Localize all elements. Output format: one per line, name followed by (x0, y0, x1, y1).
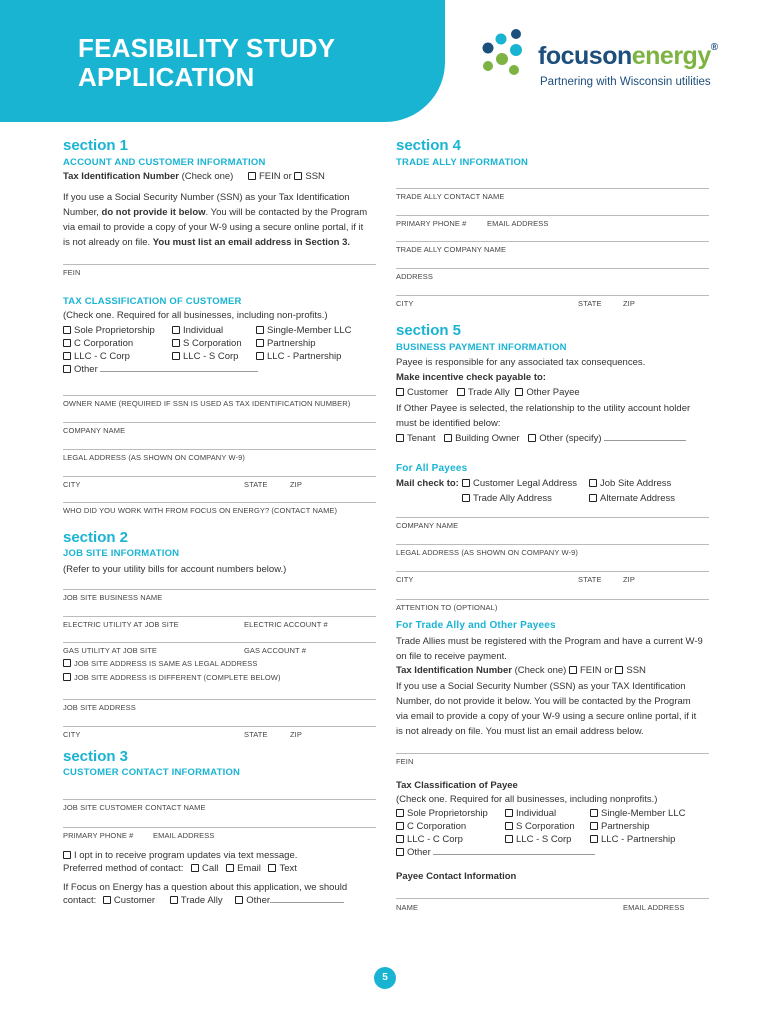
w9-paragraph: Trade Allies must be registered with the Program and have a current W-9 on file to receive payment. (396, 636, 703, 662)
customer-contact-label: JOB SITE CUSTOMER CONTACT NAME (63, 803, 206, 812)
ta-state-label: STATE (578, 299, 602, 308)
job-site-different-checkbox[interactable]: JOB SITE ADDRESS IS DIFFERENT (COMPLETE BELOW) (63, 673, 281, 682)
all-payees-heading: For All Payees (396, 463, 468, 474)
tenant-checkbox[interactable]: Tenant (396, 433, 436, 444)
ta-contact-field[interactable] (396, 188, 709, 189)
payable-to-label: Make incentive check payable to: (396, 372, 546, 383)
fein-checkbox[interactable] (248, 172, 256, 180)
gas-field[interactable] (63, 642, 376, 643)
job-site-same-checkbox[interactable]: JOB SITE ADDRESS IS SAME AS LEGAL ADDRESS (63, 659, 257, 668)
section-4-title: section 4 (396, 137, 462, 154)
logo-tagline: Partnering with Wisconsin utilities (540, 76, 711, 88)
option-c-corporation[interactable]: C Corporation (63, 337, 133, 350)
page-number: 5 (374, 967, 396, 989)
state-label: STATE (244, 480, 268, 489)
payee-company-label: COMPANY NAME (396, 521, 459, 530)
ssn-checkbox[interactable] (294, 172, 302, 180)
ta-address-field[interactable] (396, 268, 709, 269)
payable-options (396, 386, 580, 399)
job-site-business-label: JOB SITE BUSINESS NAME (63, 593, 163, 602)
mail-check-label: Mail check to: (396, 478, 459, 489)
payee-city-label: CITY (396, 575, 414, 584)
section-2-title: section 2 (63, 529, 129, 546)
question-contact-row: contact: Customer Trade Ally Other (63, 894, 344, 907)
payee-ssn-paragraph: If you use a Social Security Number (SSN) as your TAX Identification Number, do not provide it below. You will be contacted by the Program via email to provide a copy of your W-9 using a secure online portal, if it is not already on file. You must list an email address below. (396, 681, 697, 737)
s3-phone-label: PRIMARY PHONE # (63, 831, 134, 840)
payee-zip-label: ZIP (623, 575, 635, 584)
payable-trade-ally-checkbox[interactable]: Trade Ally (457, 387, 510, 398)
gas-account-label: GAS ACCOUNT # (244, 646, 307, 655)
payee-fein-field[interactable] (396, 753, 709, 754)
payee-legal-field[interactable] (396, 544, 709, 545)
text-optin-checkbox[interactable]: I opt in to receive program updates via text message. (63, 849, 297, 862)
tax-classification-note: (Check one. Required for all businesses, including non-profits.) (63, 310, 328, 321)
option-llc-s-corp[interactable]: LLC - S Corp (172, 350, 238, 363)
payee-option-other[interactable]: Other (396, 846, 595, 859)
electric-account-label: ELECTRIC ACCOUNT # (244, 620, 328, 629)
page-title: FEASIBILITY STUDY APPLICATION (78, 33, 336, 92)
payee-option-individual[interactable]: Individual (505, 807, 556, 820)
ta-email-label: EMAIL ADDRESS (487, 219, 549, 228)
customer-contact-field[interactable] (63, 799, 376, 800)
mail-trade-ally-checkbox[interactable]: Trade Ally Address (462, 492, 552, 505)
payee-name-email-field[interactable] (396, 898, 709, 899)
s2-state-label: STATE (244, 730, 268, 739)
contact-name-field[interactable] (63, 502, 376, 503)
section-1-heading: ACCOUNT AND CUSTOMER INFORMATION (63, 157, 266, 168)
city-label: CITY (63, 480, 81, 489)
preferred-contact-row: Preferred method of contact: Call Email Text (63, 863, 297, 874)
payee-option-sole[interactable]: Sole Proprietorship (396, 807, 488, 820)
building-owner-checkbox[interactable]: Building Owner (444, 433, 519, 444)
company-name-label: COMPANY NAME (63, 426, 126, 435)
company-name-field[interactable] (63, 422, 376, 423)
option-s-corporation[interactable]: S Corporation (172, 337, 242, 350)
payee-tax-heading: Tax Classification of Payee (396, 780, 518, 791)
electric-field[interactable] (63, 616, 376, 617)
legal-address-field[interactable] (63, 449, 376, 450)
tax-classification-heading: TAX CLASSIFICATION OF CUSTOMER (63, 296, 242, 307)
section-2-heading: JOB SITE INFORMATION (63, 548, 180, 559)
payee-tin-row: Tax Identification Number (Check one) FEIN or SSN (396, 665, 646, 676)
zip-label: ZIP (290, 480, 302, 489)
city-state-zip-field[interactable] (63, 476, 376, 477)
mail-alternate-checkbox[interactable]: Alternate Address (589, 492, 675, 505)
payable-other-checkbox[interactable]: Other Payee (515, 387, 579, 398)
legal-address-label: LEGAL ADDRESS (AS SHOWN ON COMPANY W-9) (63, 453, 245, 462)
s3-phone-email-field[interactable] (63, 827, 376, 828)
header-banner (0, 0, 445, 122)
ta-company-field[interactable] (396, 241, 709, 242)
payee-option-llcc[interactable]: LLC - C Corp (396, 833, 463, 846)
electric-utility-label: ELECTRIC UTILITY AT JOB SITE (63, 620, 179, 629)
payee-fein-label: FEIN (396, 757, 414, 766)
payee-option-smllc[interactable]: Single-Member LLC (590, 807, 685, 820)
section-5-heading: BUSINESS PAYMENT INFORMATION (396, 342, 567, 353)
relationship-paragraph: If Other Payee is selected, the relationship to the utility account holder must be identified below: (396, 403, 691, 429)
option-other[interactable]: Other (63, 363, 258, 376)
gas-utility-label: GAS UTILITY AT JOB SITE (63, 646, 157, 655)
ta-city-field[interactable] (396, 295, 709, 296)
section-4-heading: TRADE ALLY INFORMATION (396, 157, 529, 168)
fein-label: FEIN (63, 268, 81, 277)
contact-other-checkbox[interactable]: Other (235, 895, 344, 906)
section-3-heading: CUSTOMER CONTACT INFORMATION (63, 767, 241, 778)
payee-option-ccorp[interactable]: C Corporation (396, 820, 466, 833)
payee-contact-heading: Payee Contact Information (396, 871, 517, 882)
s1-tin-options: FEIN or SSN (248, 170, 325, 183)
option-single-member-llc[interactable]: Single-Member LLC (256, 324, 351, 337)
call-checkbox[interactable]: Call (191, 863, 218, 874)
payee-option-partnership[interactable]: Partnership (590, 820, 650, 833)
s2-note: (Refer to your utility bills for account numbers below.) (63, 564, 287, 575)
option-llc-c-corp[interactable]: LLC - C Corp (63, 350, 130, 363)
fein-field[interactable] (63, 264, 376, 265)
ta-contact-label: TRADE ALLY CONTACT NAME (396, 192, 505, 201)
payee-city-field[interactable] (396, 571, 709, 572)
ta-city-label: CITY (396, 299, 414, 308)
option-sole-proprietorship[interactable]: Sole Proprietorship (63, 324, 155, 337)
s3-email-label: EMAIL ADDRESS (153, 831, 215, 840)
payee-legal-label: LEGAL ADDRESS (AS SHOWN ON COMPANY W-9) (396, 548, 578, 557)
s1-ssn-paragraph: If you use a Social Security Number (SSN) as your Tax Identification Number, do not provide it below. You will be contacted by the Program via email to provide a copy of your W-9 using a secure online portal, if it is not already on file. You must list an email address in Section 3. (63, 192, 368, 248)
section-3-title: section 3 (63, 748, 129, 765)
ta-phone-email-field[interactable] (396, 215, 709, 216)
payee-tax-note: (Check one. Required for all businesses, including nonprofits.) (396, 794, 658, 805)
relationship-options (396, 432, 686, 445)
focus-on-energy-logo-icon (478, 26, 534, 82)
section-5-title: section 5 (396, 322, 462, 339)
job-site-business-field[interactable] (63, 589, 376, 590)
ta-company-label: TRADE ALLY COMPANY NAME (396, 245, 507, 254)
mail-job-site-checkbox[interactable]: Job Site Address (589, 477, 671, 490)
logo-wordmark: focusonenergy® (538, 42, 718, 70)
payee-email-label: EMAIL ADDRESS (623, 903, 685, 912)
contact-trade-ally-checkbox[interactable]: Trade Ally (170, 895, 223, 906)
option-partnership[interactable]: Partnership (256, 337, 316, 350)
payee-ssn-checkbox[interactable]: SSN (615, 665, 646, 676)
option-individual[interactable]: Individual (172, 324, 223, 337)
mail-customer-legal-checkbox[interactable]: Customer Legal Address (462, 477, 577, 490)
email-checkbox[interactable]: Email (226, 863, 261, 874)
owner-name-field[interactable] (63, 395, 376, 396)
s2-city-field[interactable] (63, 726, 376, 727)
job-site-address-field[interactable] (63, 699, 376, 700)
owner-name-label: OWNER NAME (REQUIRED IF SSN IS USED AS TAX IDENTIFICATION NUMBER) (63, 399, 351, 408)
payee-fein-checkbox[interactable]: FEIN (569, 665, 602, 676)
payee-state-label: STATE (578, 575, 602, 584)
ta-other-heading: For Trade Ally and Other Payees (396, 620, 556, 631)
s2-city-label: CITY (63, 730, 81, 739)
job-site-address-label: JOB SITE ADDRESS (63, 703, 136, 712)
payee-name-label: NAME (396, 903, 419, 912)
payable-customer-checkbox[interactable]: Customer (396, 387, 448, 398)
payee-option-llcp[interactable]: LLC - Partnership (590, 833, 675, 846)
focus-contact-label: WHO DID YOU WORK WITH FROM FOCUS ON ENERGY? (CONTACT NAME) (63, 506, 338, 515)
other-specify-checkbox[interactable]: Other (specify) (528, 433, 686, 444)
attention-field[interactable] (396, 599, 709, 600)
option-llc-partnership[interactable]: LLC - Partnership (256, 350, 341, 363)
payee-option-llcs[interactable]: LLC - S Corp (505, 833, 571, 846)
s1-tin-row: Tax Identification Number (Check one) (63, 171, 234, 182)
payee-note: Payee is responsible for any associated tax consequences. (396, 357, 646, 368)
payee-option-scorp[interactable]: S Corporation (505, 820, 575, 833)
payee-company-field[interactable] (396, 517, 709, 518)
contact-customer-checkbox[interactable]: Customer (103, 895, 155, 906)
attention-label: ATTENTION TO (OPTIONAL) (396, 603, 498, 612)
s2-zip-label: ZIP (290, 730, 302, 739)
ta-zip-label: ZIP (623, 299, 635, 308)
ta-address-label: ADDRESS (396, 272, 433, 281)
section-1-title: section 1 (63, 137, 129, 154)
question-contact-text: If Focus on Energy has a question about this application, we should (63, 882, 348, 893)
text-checkbox[interactable]: Text (268, 863, 296, 874)
ta-phone-label: PRIMARY PHONE # (396, 219, 467, 228)
